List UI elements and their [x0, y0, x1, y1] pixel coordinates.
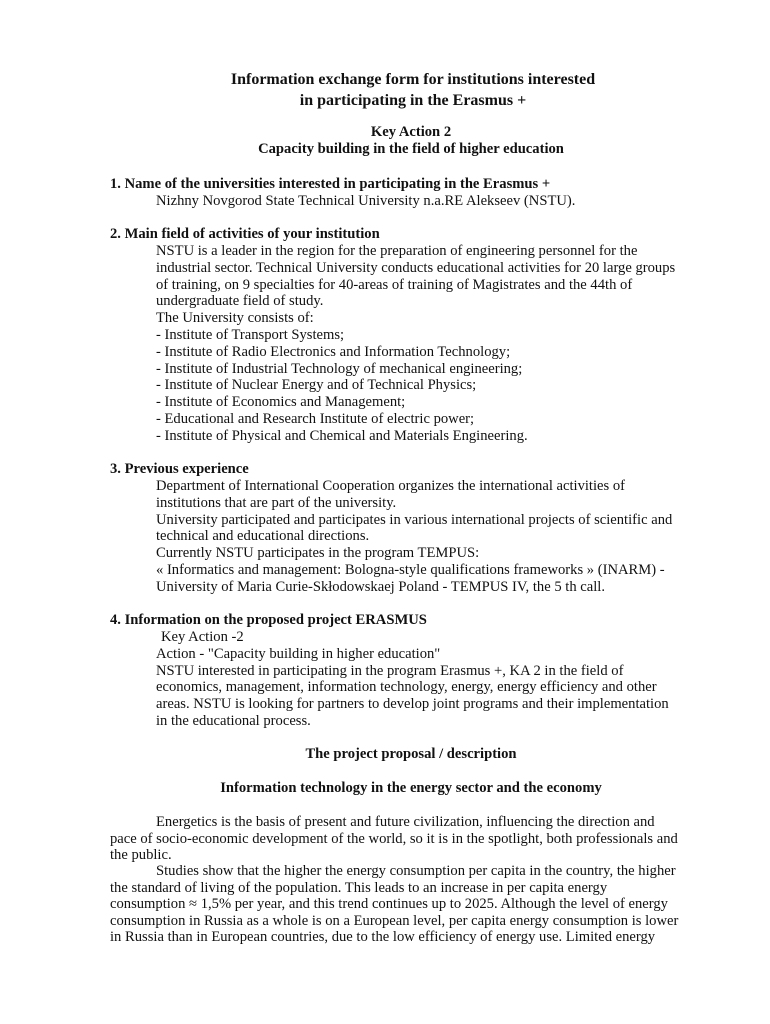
section-1-body [156, 193, 736, 210]
section-2-line: of training, on 9 specialties for 40-areas of training of Magistrates and the 44th of [156, 276, 633, 293]
paragraph-line: in Russia than in European countries, due to the low efficiency of energy use. Limited energy [110, 929, 656, 945]
section-3-line: Department of International Cooperation organizes the international activities of [156, 478, 626, 494]
paragraph-line: Energetics is the basis of present and future civilization, influencing the direction and [156, 814, 655, 830]
institute-list-item: - Institute of Economics and Management; [156, 394, 406, 411]
section-2-heading: 2. Main field of activities of your institution [110, 226, 380, 242]
section-4-body [156, 629, 736, 730]
section-4-heading: 4. Information on the proposed project ERASMUS [110, 612, 427, 628]
section-3-line: institutions that are part of the university. [156, 494, 397, 511]
paragraph-line: the public. [110, 847, 172, 863]
section-2-line: industrial sector. Technical University conducts educational activities for 20 large groups [156, 259, 676, 276]
section-3-body [156, 478, 736, 596]
body-paragraph-1 [110, 814, 730, 864]
section-4-line: Action - "Capacity building in higher education" [156, 645, 441, 662]
section-4-line: areas. NSTU is looking for partners to develop joint programs and their implementation [156, 696, 669, 713]
paragraph-line: Studies show that the higher the energy consumption per capita in the country, the higher [156, 863, 676, 879]
paragraph-line: pace of socio-economic development of the world, so it is in the spotlight, both professionals and [110, 830, 678, 847]
section-3-line: University participated and participates in various international projects of scientific and [156, 511, 673, 528]
institute-list-item: - Institute of Physical and Chemical and Materials Engineering. [156, 427, 528, 444]
section-2-line: undergraduate field of study. [156, 293, 324, 310]
section-4-key-action: Key Action -2 [161, 629, 244, 645]
institute-list-item: - Institute of Nuclear Energy and of Technical Physics; [156, 377, 477, 394]
institute-list-item: - Educational and Research Institute of electric power; [156, 410, 475, 427]
key-action-description: Capacity building in the field of higher education [258, 141, 564, 157]
proposal-subheading: Information technology in the energy sector and the economy [220, 780, 602, 796]
section-4-line: economics, management, information technology, energy, energy efficiency and other [156, 679, 657, 696]
paragraph-line: the standard of living of the population. This leads to an increase in per capita energy [110, 879, 608, 896]
institute-list-item: - Institute of Industrial Technology of mechanical engineering; [156, 360, 523, 377]
document-title-line-1: Information exchange form for institutions interested [230, 71, 596, 88]
proposal-heading: The project proposal / description [305, 746, 517, 762]
section-2-line: NSTU is a leader in the region for the preparation of engineering personnel for the [156, 243, 638, 259]
section-3-line: University of Maria Curie-Skłodowskaej Poland - TEMPUS IV, the 5 th call. [156, 578, 605, 595]
section-2-line: The University consists of: [156, 310, 314, 327]
section-1-line: Nizhny Novgorod State Technical University n.a.RE Alekseev (NSTU). [156, 193, 576, 209]
section-4-line: NSTU interested in participating in the program Erasmus +, KA 2 in the field of [156, 662, 624, 679]
paragraph-line: consumption ≈ 1,5% per year, and this trend continues up to 2025. Although the level of energy [110, 896, 668, 912]
section-2-body [156, 243, 736, 445]
body-paragraph-2 [110, 863, 730, 946]
document-title-line-2: in participating in the Erasmus + [299, 92, 527, 109]
institute-list-item: - Institute of Radio Electronics and Information Technology; [156, 343, 511, 360]
institute-list-item: - Institute of Transport Systems; [156, 326, 345, 343]
section-1-heading: 1. Name of the universities interested in participating in the Erasmus + [110, 176, 551, 192]
section-3-line: technical and educational directions. [156, 528, 370, 545]
section-3-line: « Informatics and management: Bologna-style qualifications frameworks » (INARM) - [156, 561, 665, 578]
section-3-heading: 3. Previous experience [110, 461, 249, 477]
section-4-line: in the educational process. [156, 712, 311, 729]
key-action-label: Key Action 2 [370, 124, 452, 140]
section-3-line: Currently NSTU participates in the program TEMPUS: [156, 545, 480, 562]
paragraph-line: consumption in Russia as a whole is on a European level, per capita energy consumption is lower [110, 912, 679, 929]
